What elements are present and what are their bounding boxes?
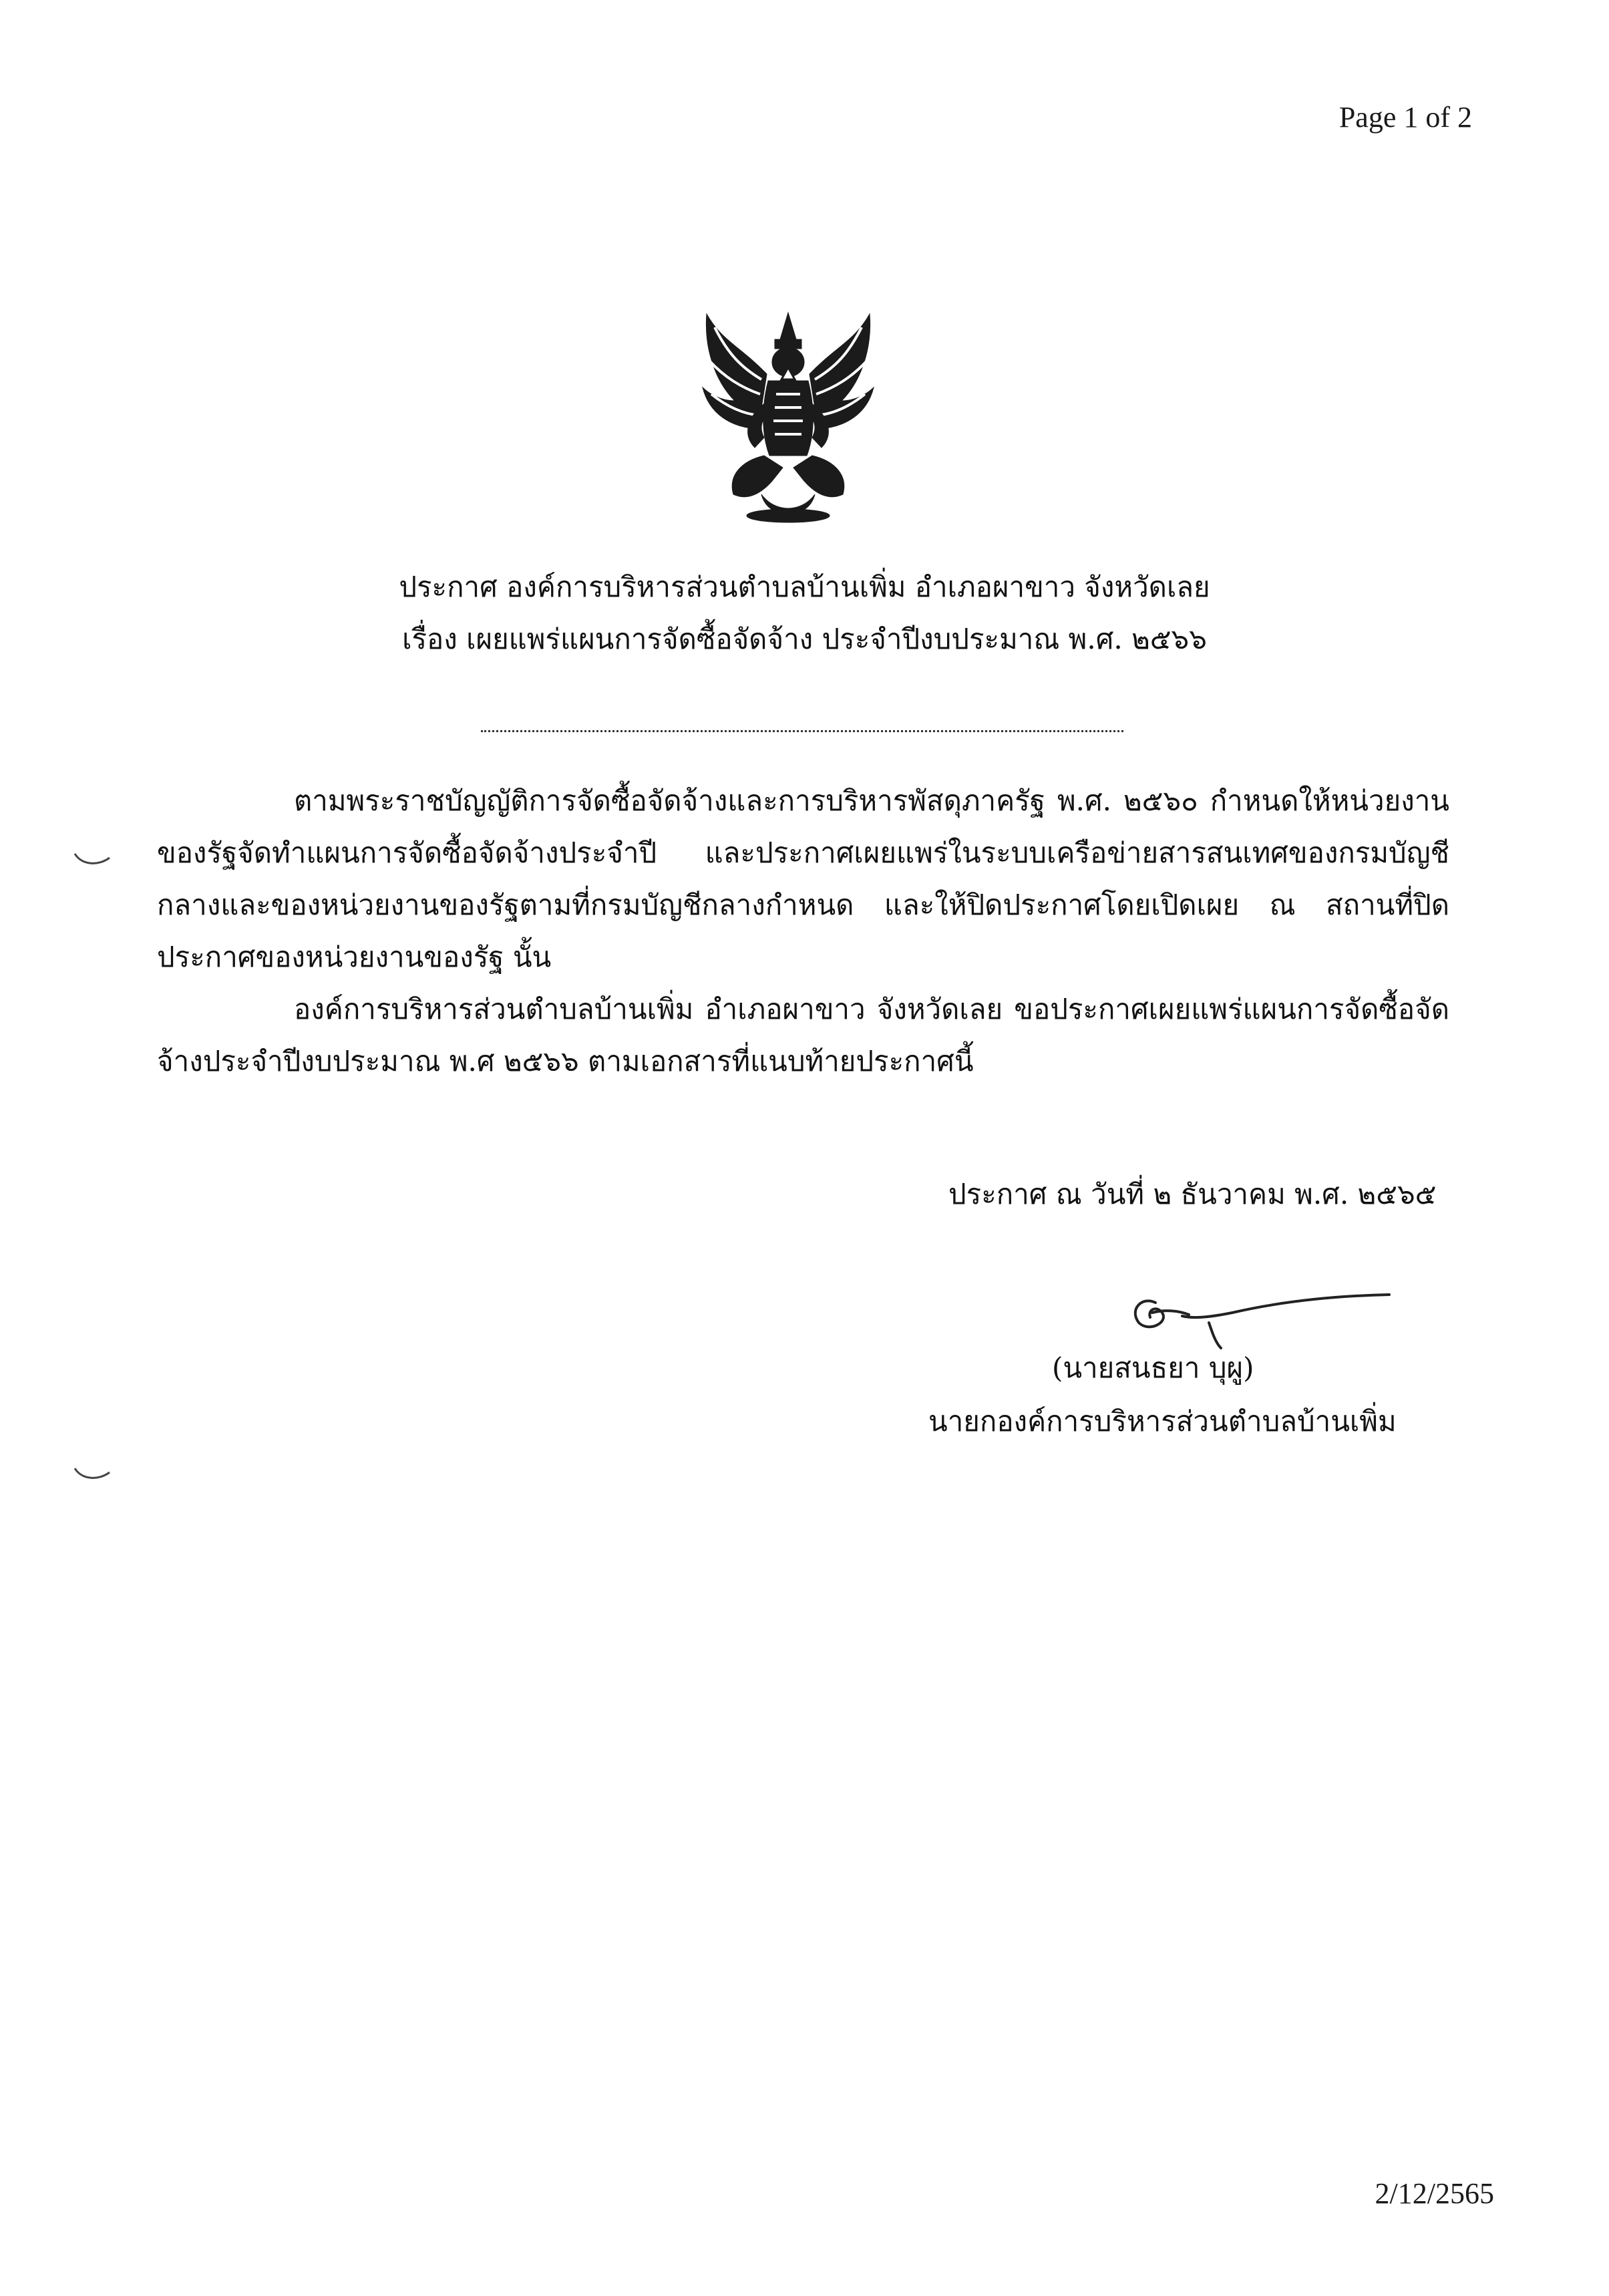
announcement-date: ประกาศ ณ วันที่ ๒ ธันวาคม พ.ศ. ๒๕๖๕ (948, 1178, 1437, 1210)
garuda-emblem-icon (695, 301, 882, 528)
page-number: Page 1 of 2 (1338, 101, 1472, 134)
punch-hole-mark (72, 1463, 112, 1483)
footer-date-stamp: 2/12/2565 (1375, 2177, 1494, 2210)
signer-title: นายกองค์การบริหารส่วนตำบลบ้านเพิ่ม (928, 1405, 1397, 1438)
announcement-title: ประกาศ องค์การบริหารส่วนตำบลบ้านเพิ่ม อำเภอผาขาว จังหวัดเลย (399, 570, 1210, 603)
handwritten-signature (1115, 1283, 1396, 1356)
body-paragraph: ตามพระราชบัญญัติการจัดซื้อจัดจ้างและการบริหารพัสดุภาครัฐ พ.ศ. ๒๕๖๐ กำหนดให้หน่วยงานของรัฐจัดทำแผนการจัดซื้อจัดจ้างประจำปี และประกาศเผยแพร่ในระบบเครือข่ายสารสนเทศของกรมบัญชีกลางและของหน่วยงานของรัฐตามที่กรมบัญชีกลางกำหนด และให้ปิดประกาศโดยเปิดเผย ณ สถานที่ปิดประกาศของหน่วยงานของรัฐ นั้น (157, 784, 1449, 973)
body-paragraph: องค์การบริหารส่วนตำบลบ้านเพิ่ม อำเภอผาขาว จังหวัดเลย ขอประกาศเผยแพร่แผนการจัดซื้อจัดจ้างประจำปีงบประมาณ พ.ศ ๒๕๖๖ ตามเอกสารที่แนบท้ายประกาศนี้ (157, 993, 1449, 1078)
announcement-subject: เรื่อง เผยแพร่แผนการจัดซื้อจัดจ้าง ประจำปีงบประมาณ พ.ศ. ๒๕๖๖ (402, 623, 1207, 655)
dotted-divider (481, 730, 1123, 732)
punch-hole-mark (72, 848, 112, 868)
announcement-body (157, 775, 1449, 1088)
signer-name: (นายสนธยา บุผู) (1052, 1351, 1254, 1384)
